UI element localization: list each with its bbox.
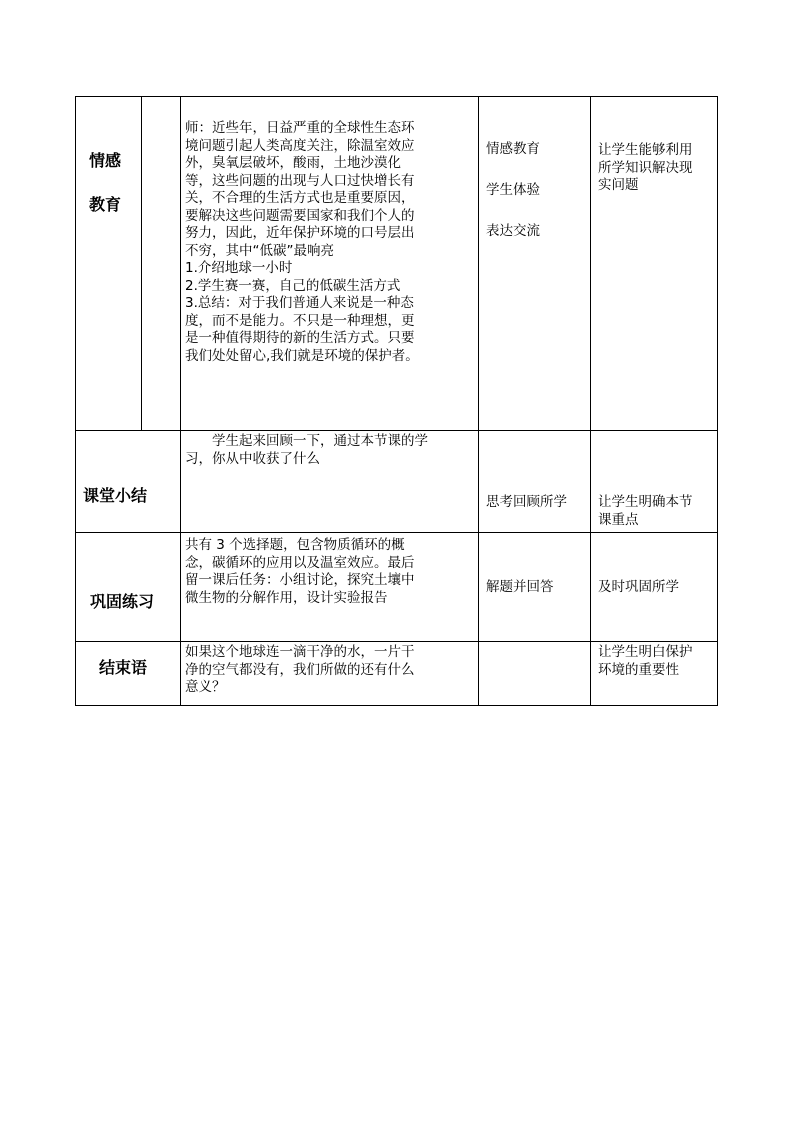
text-line: 所学知识解决现: [598, 159, 693, 176]
stage-label: 巩固练习: [90, 592, 155, 611]
student-activity-text: 解题并回答: [486, 579, 554, 595]
teacher-activity-cell: [185, 120, 419, 365]
text-line: 习，你从中收获了什么: [185, 450, 320, 467]
student-activity-text: 表达交流: [486, 223, 540, 239]
table-border-top: [75, 96, 718, 97]
text-line: 等，这些问题的出现与人口过快增长有: [185, 172, 415, 189]
stage-label: 课堂小结: [83, 486, 148, 505]
text-line: 关，不合理的生活方式也是重要原因，: [185, 190, 415, 206]
design-intent-cell: [598, 142, 693, 195]
text-line: 我们处处留心,我们就是环境的保护者。: [185, 347, 419, 364]
text-line: 2.学生赛一赛，自己的低碳生活方式: [185, 277, 401, 294]
text-line: 度，而不是能力。不只是一种理想，更: [185, 312, 415, 329]
text-line: 让学生明确本节: [598, 494, 693, 510]
text-line: 不穷，其中“低碳”最响亮: [185, 242, 334, 259]
table-border-left: [75, 96, 76, 706]
student-activity-text: 思考回顾所学: [486, 494, 567, 510]
text-line: 意义？: [185, 679, 226, 695]
column-divider: [141, 96, 142, 430]
lesson-plan-table: [75, 96, 718, 706]
teacher-activity-cell: [185, 644, 415, 697]
stage-label: 教育: [89, 195, 122, 214]
text-line: 境问题引起人类高度关注，除温室效应: [185, 137, 415, 154]
text-line: 微生物的分解作用，设计实验报告: [185, 589, 388, 606]
design-intent-text: 及时巩固所学: [598, 579, 679, 595]
student-activity-text: 学生体验: [486, 182, 540, 198]
row-divider: [75, 532, 718, 533]
stage-label: 情感: [89, 151, 122, 170]
text-line: 要解决这些问题需要国家和我们个人的: [185, 207, 415, 224]
table-border-bottom: [75, 705, 718, 706]
text-line: 师：近些年，日益严重的全球性生态环: [185, 120, 415, 136]
student-activity-text: 情感教育: [486, 141, 540, 157]
column-divider: [590, 96, 591, 706]
text-line: 学生起来回顾一下，通过本节课的学: [185, 433, 428, 449]
table-border-right: [717, 96, 718, 706]
text-line: 环境的重要性: [598, 661, 679, 678]
text-line: 外，臭氧层破坏，酸雨，土地沙漠化: [185, 155, 401, 171]
text-line: 如果这个地球连一滴干净的水，一片干: [185, 644, 415, 660]
text-line: 课重点: [598, 511, 639, 528]
teacher-activity-cell: [185, 537, 415, 607]
row-divider: [75, 641, 718, 642]
text-line: 净的空气都没有，我们所做的还有什么: [185, 661, 415, 678]
text-line: 1.介绍地球一小时: [185, 260, 293, 276]
text-line: 念，碳循环的应用以及温室效应。最后: [185, 554, 415, 571]
text-line: 留一课后任务：小组讨论，探究土壤中: [185, 572, 415, 588]
design-intent-cell: [598, 644, 693, 679]
design-intent-cell: [598, 494, 693, 529]
column-divider: [180, 96, 181, 706]
text-line: 是一种值得期待的新的生活方式。只要: [185, 330, 415, 346]
text-line: 让学生明白保护: [598, 644, 693, 660]
teacher-activity-cell: [185, 433, 428, 468]
text-line: 努力，因此，近年保护环境的口号层出: [185, 225, 415, 241]
column-divider: [478, 96, 479, 706]
text-line: 3.总结：对于我们普通人来说是一种态: [185, 295, 414, 311]
row-divider: [75, 430, 718, 431]
text-line: 共有 3 个选择题，包含物质循环的概: [185, 537, 405, 553]
text-line: 实问题: [598, 177, 639, 193]
text-line: 让学生能够利用: [598, 142, 693, 158]
stage-label: 结束语: [99, 658, 148, 677]
